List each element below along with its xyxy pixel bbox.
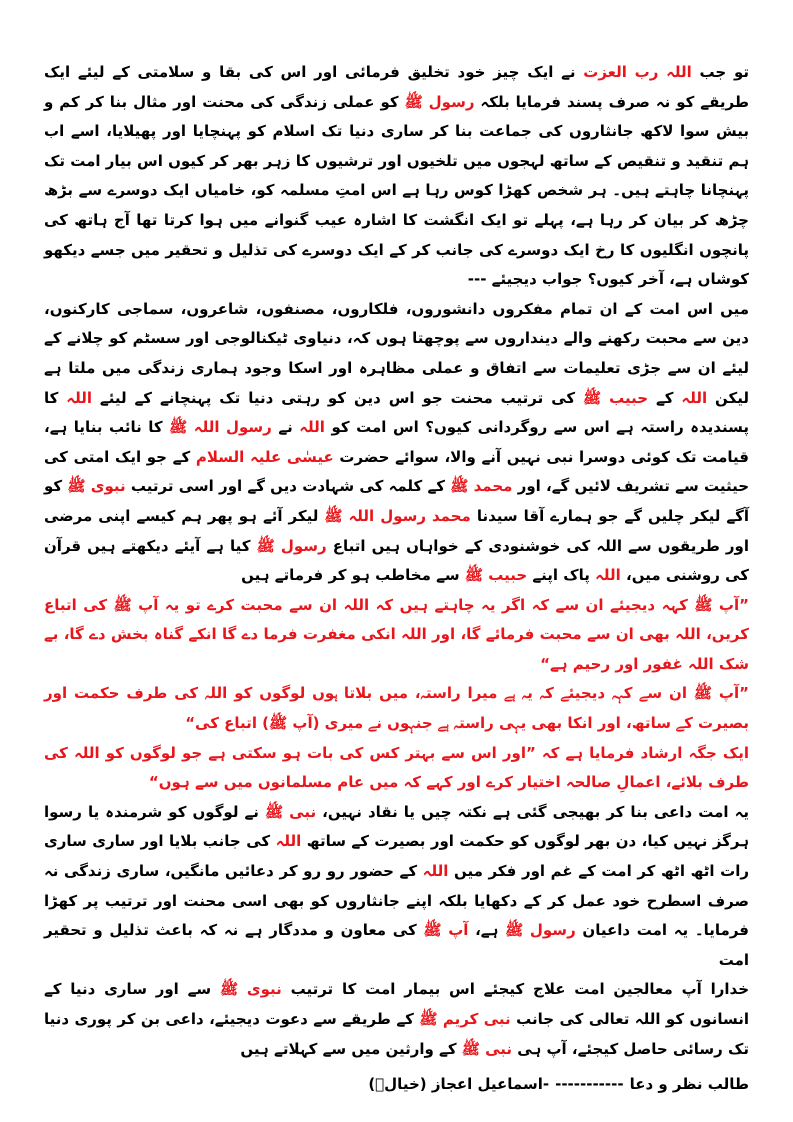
highlighted-name: رسول ﷺ bbox=[404, 92, 475, 111]
highlighted-name: محمد ﷺ bbox=[450, 477, 513, 496]
article-body bbox=[44, 58, 749, 1064]
text-segment: نے bbox=[271, 418, 300, 437]
highlighted-name: حبیب ﷺ bbox=[583, 388, 649, 407]
author-name: -اسماعیل اعجاز (خیالؔ) bbox=[368, 1075, 550, 1094]
paragraph-p4 bbox=[44, 679, 749, 738]
text-segment: سے مخاطب ہو کر فرماتے ہیں bbox=[241, 566, 465, 585]
highlighted-name: عیسٰی علیہ السلام bbox=[195, 447, 334, 466]
text-segment: تو جب bbox=[691, 63, 749, 81]
text-segment: ہے، bbox=[468, 921, 506, 940]
signature-dashes: ----------- bbox=[555, 1075, 624, 1094]
paragraph-p1 bbox=[44, 58, 749, 295]
text-segment: لیکر آئے ہو پھر ہم کیسے اپنی مرضی اور طریقوں سے اللہ کی خوشنودی کے خواہاں ہیں اتباع bbox=[44, 506, 750, 555]
signature-line bbox=[44, 1070, 749, 1100]
text-segment: پاک اپنے bbox=[527, 566, 596, 585]
highlighted-name: اللہ bbox=[275, 832, 302, 851]
highlighted-name: نبی کریم ﷺ bbox=[419, 1010, 511, 1028]
text-segment: کیا ہے آیئے دیکھتے ہیں قرآن کی روشنی میں، bbox=[44, 536, 749, 585]
highlighted-name: اللہ bbox=[299, 418, 325, 437]
text-segment: کا پسندیدہ راستہ ہے اس سے روگردانی کیوں؟ اس امت کو bbox=[44, 388, 749, 437]
text-segment: سے اور ساری دنیا کے انسانوں کو اللہ تعالی کی جانب bbox=[44, 980, 749, 1028]
paragraph-p3 bbox=[44, 591, 749, 680]
highlighted-name: نبی ﷺ bbox=[265, 802, 317, 821]
highlighted-name: نبوی ﷺ bbox=[219, 980, 282, 999]
text-segment: کو آگے لیکر چلیں گے جو ہمارے آقا سیدنا bbox=[44, 477, 749, 525]
text-segment: کی معاون و مددگار ہے نہ کہ باعث تذلیل و تحقیر امت bbox=[44, 921, 749, 969]
text-segment: کے حضور رو رو کر دعائیں مانگیں، ساری زندگی نہ صرف اسطرح خود عمل کر کے دکھایا بلکہ اپنے جانثاروں کو بھی اسی محنت اور ترتیب پر کھڑا فرمایا۔ یہ امت داعیان bbox=[44, 862, 749, 940]
paragraph-p2 bbox=[44, 295, 749, 591]
text-segment: خدارا آپ معالجین امت علاج کیجئے اس بیمار امت کا ترتیب bbox=[281, 980, 750, 999]
text-segment: ایک جگہ ارشاد فرمایا ہے کہ ”اور اس سے بہتر کس کی بات ہو سکتی ہے جو لوگوں کو اللہ کی طرف بلائے، اعمالِ صالحہ اختیار کرے اور کہے کہ میں عام مسلمانوں میں سے ہوں“ bbox=[44, 743, 749, 792]
text-segment: کے وارثین میں سے کہلاتے ہیں bbox=[240, 1039, 462, 1058]
text-segment: کے کلمہ کی شہادت دیں گے اور اسی ترتیب bbox=[125, 477, 451, 496]
text-segment: کے طریقے سے دعوت دیجیئے، داعی بن کر پوری دنیا تک رسائی حاصل کیجئے، آپ ہی bbox=[44, 1010, 749, 1058]
highlighted-name: محمد رسول اللہ ﷺ bbox=[324, 506, 471, 525]
highlighted-name: اللہ bbox=[681, 388, 708, 407]
highlighted-name: اللہ bbox=[595, 566, 621, 585]
highlighted-name: حبیب ﷺ bbox=[464, 566, 528, 585]
highlighted-name: رسول اللہ ﷺ bbox=[169, 418, 272, 437]
text-segment: ”آپ ﷺ کہہ دیجیئے ان سے کہ اگر یہ چاہتے ہیں کہ اللہ ان سے محبت کرے تو یہ آپ ﷺ کی اتباع کریں، اللہ بھی ان سے محبت فرمائے گا، اور اللہ انکی مغفرت فرما دے گا انکے گناہ بخش دے گا، بے شک اللہ غفور اور رحیم ہے“ bbox=[44, 595, 749, 673]
text-segment: کی ترتیب محنت جو اس دین کو رہتی دنیا تک پہنچانے کے لیئے bbox=[91, 388, 584, 407]
paragraph-p7 bbox=[44, 975, 749, 1064]
highlighted-name: آپ ﷺ bbox=[423, 921, 469, 940]
signature-request: طالب نظر و دعا bbox=[629, 1075, 749, 1094]
text-segment: کی جانب بلایا اور ساری ساری رات اٹھ اٹھ کر امت کے غم اور فکر میں bbox=[44, 832, 749, 881]
text-segment: کے bbox=[648, 388, 682, 407]
highlighted-name: رسول ﷺ bbox=[505, 921, 576, 940]
text-segment: کے جو ایک امتی کی حیثیت سے تشریف لائیں گے، اور bbox=[44, 447, 750, 496]
text-segment: یہ امت داعی بنا کر بھیجی گئی ہے نکتہ چیں یا نقاد نہیں، bbox=[316, 802, 749, 821]
paragraph-p6 bbox=[44, 798, 749, 976]
text-segment: ”آپ ﷺ ان سے کہہ دیجیئے کہ یہ ہے میرا راستہ، میں بلاتا ہوں لوگوں کو اللہ کی طرف حکمت اور بصیرت کے ساتھ، اور انکا بھی یہی راستہ ہے جنہوں نے میری (آپ ﷺ) اتباع کی“ bbox=[44, 684, 749, 733]
highlighted-name: اللہ bbox=[66, 388, 92, 407]
text-segment: کا نائب بنایا ہے، قیامت تک کوئی دوسرا نبی نہیں آنے والا، سوائے حضرت bbox=[44, 418, 749, 466]
text-segment: نے ایک چیز خود تخلیق فرمائی اور اس کی بقا و سلامتی کے لیئے ایک طریقے کو نہ صرف پسند فرمایا بلکہ bbox=[44, 63, 749, 111]
text-segment: کو عملی زندگی کی محنت اور مثال بنا کر کم و بیش سوا لاکھ جانثاروں کی جماعت بنا کر ساری دنیا تک اسلام کو پہنچایا اور پھیلایا، اسے اب ہم تنقید و تنقیص کے ساتھ لہجوں میں تلخیوں اور ترشیوں کا زہر بھر کر کیوں اس بیار امت تک پہنچانا چاہتے ہیں۔ ہر شخص کھڑا کوس رہا ہے اس امتِ مسلمہ کو، خامیاں ایک دوسرے سے بڑھ چڑھ کر بیان کر رہا ہے، پہلے تو ایک انگشت کا اشارہ عیب گنوانے میں ہوا کرتا تھا آج ہاتھ کی پانچوں انگلیوں کا رخ ایک دوسرے کی جانب کر کے ایک دوسرے کی تذلیل و تحقیر میں جسے دیکھو کوشاں ہے، آخر کیوں؟ جواب دیجیئے --- bbox=[44, 92, 749, 289]
highlighted-name: رسول ﷺ bbox=[256, 536, 327, 555]
highlighted-name: نبی ﷺ bbox=[461, 1039, 513, 1058]
text-segment: نے لوگوں کو شرمندہ یا رسوا ہرگز نہیں کیا، دن بھر لوگوں کو حکمت اور بصیرت کے ساتھ bbox=[44, 802, 749, 851]
paragraph-p5 bbox=[44, 739, 749, 798]
text-segment: میں اس امت کے ان تمام مفکروں دانشوروں، فلکاروں، مصنفوں، شاعروں، سماجی کارکنوں، دین سے محبت رکھنے والے دینداروں سے پوچھتا ہوں کہ، دنیاوی ٹیکنالوجی اور سسٹم کو چلانے کے لیئے ان سے جڑی تعلیمات سے اتفاق و عملی مظاہرہ اور اسکا وجود ہماری زندگی میں ملتا ہے لیکن bbox=[44, 299, 750, 407]
highlighted-name: نبوی ﷺ bbox=[67, 477, 126, 496]
highlighted-name: اللہ bbox=[422, 862, 449, 881]
highlighted-name: اللہ رب العزت bbox=[583, 63, 692, 81]
